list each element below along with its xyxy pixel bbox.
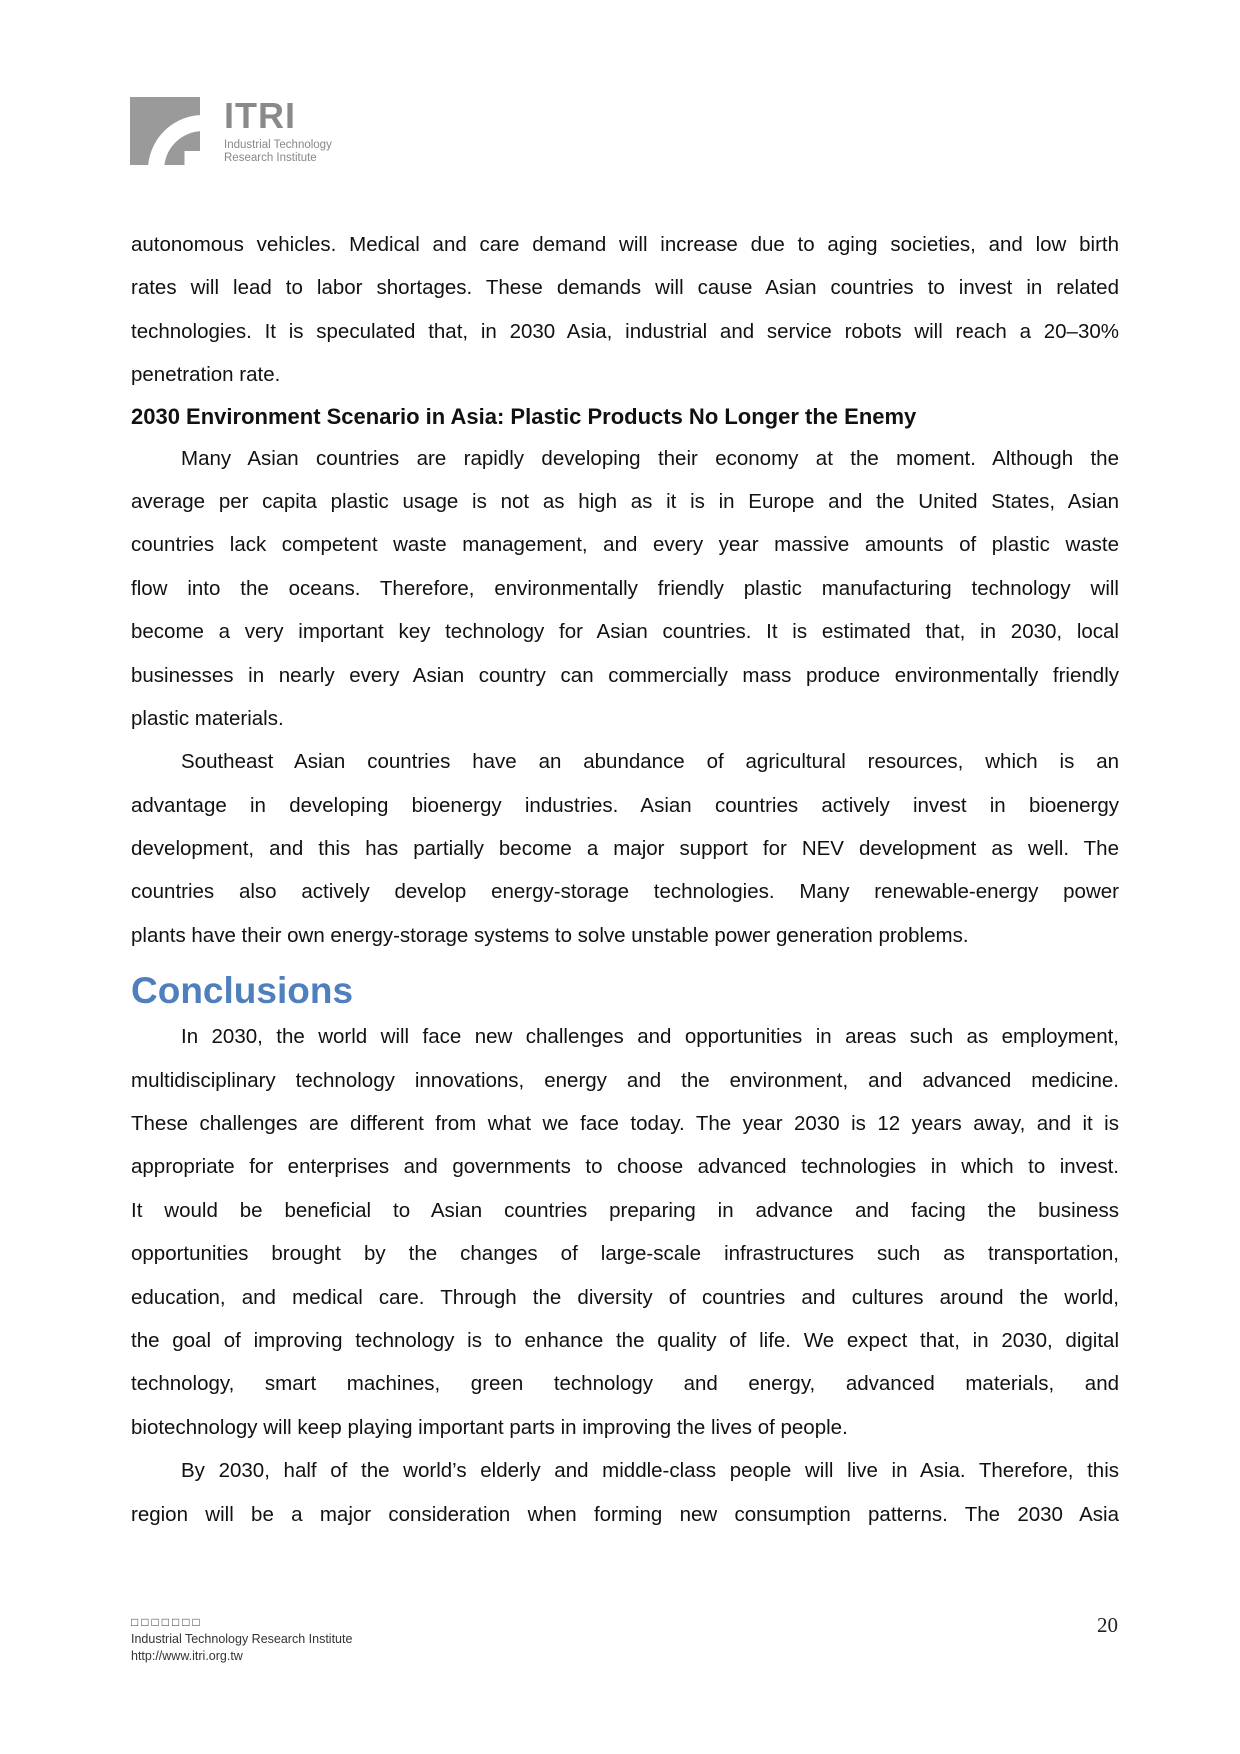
section-heading: 2030 Environment Scenario in Asia: Plastic Products No Longer the Enemy [131,403,917,429]
text-line: appropriate for enterprises and governments to choose advanced technologies in which to invest. [131,1155,1119,1179]
text-line: the goal of improving technology is to enhance the quality of life. We expect that, in 2030, digital [131,1328,1119,1352]
environment-paragraph-1 [131,437,1119,741]
text-line: countries also actively develop energy-storage technologies. Many renewable-energy power [131,880,1119,904]
text-line: countries lack competent waste management, and every year massive amounts of plastic waste [131,533,1119,557]
itri-logo-mark-icon [130,97,200,165]
text-line: penetration rate. [131,363,281,387]
environment-paragraph-2 [131,740,1119,957]
footer-org-name: Industrial Technology Research Institute [131,1632,353,1646]
text-line: education, and medical care. Through the diversity of countries and cultures around the world, [131,1285,1119,1309]
text-line: flow into the oceans. Therefore, environmentally friendly plastic manufacturing technology will [131,576,1119,600]
text-line: advantage in developing bioenergy industries. Asian countries actively invest in bioenergy [131,793,1119,817]
text-line: become a very important key technology for Asian countries. It is estimated that, in 2030, local [131,620,1119,644]
logo-subtitle-line: Research Institute [224,152,317,164]
text-line: autonomous vehicles. Medical and care demand will increase due to aging societies, and low birth [131,233,1119,256]
page-footer [131,1614,352,1665]
text-line: In 2030, the world will face new challenges and opportunities in areas such as employment, [181,1025,1119,1049]
page-number: 20 [1097,1613,1118,1637]
logo-subtitle [224,139,332,165]
text-line: opportunities brought by the changes of large-scale infrastructures such as transportation, [131,1242,1119,1266]
logo-subtitle-line: Industrial Technology [224,139,332,151]
text-line: plants have their own energy-storage systems to solve unstable power generation problems. [131,923,969,947]
intro-paragraph [131,223,1119,397]
conclusions-heading: Conclusions [131,970,354,1012]
text-line: technology, smart machines, green technology and energy, advanced materials, and [131,1372,1119,1396]
text-line: technologies. It is speculated that, in 2030 Asia, industrial and service robots will reach a 20–30% [131,319,1119,343]
text-line: development, and this has partially become a major support for NEV development as well. The [131,837,1119,861]
text-line: These challenges are different from what we face today. The year 2030 is 12 years away, and it is [131,1112,1119,1136]
text-line: average per capita plastic usage is not as high as it is in Europe and the United States, Asian [131,489,1119,513]
conclusions-paragraph-1 [131,1015,1119,1449]
text-line: Many Asian countries are rapidly developing their economy at the moment. Although the [181,446,1119,470]
logo-name: ITRI [224,95,296,136]
text-line: biotechnology will keep playing important parts in improving the lives of people. [131,1415,848,1439]
conclusions-paragraph-2 [131,1449,1119,1536]
text-line: region will be a major consideration when forming new consumption patterns. The 2030 Asia [131,1502,1119,1526]
itri-logo [130,97,350,167]
text-line: plastic materials. [131,706,284,730]
text-line: multidisciplinary technology innovations, energy and the environment, and advanced medicine. [131,1068,1119,1092]
text-line: businesses in nearly every Asian country can commercially mass produce environmentally friendly [131,663,1119,687]
footer-url[interactable]: http://www.itri.org.tw [131,1649,243,1663]
footer-org-name-glyphs: □□□□□□□ [131,1615,203,1629]
document-body [131,223,1119,1536]
text-line: By 2030, half of the world’s elderly and middle-class people will live in Asia. Therefore, this [181,1459,1119,1483]
text-line: Southeast Asian countries have an abundance of agricultural resources, which is an [181,750,1119,774]
text-line: It would be beneficial to Asian countries preparing in advance and facing the business [131,1198,1119,1222]
text-line: rates will lead to labor shortages. These demands will cause Asian countries to invest in related [131,276,1119,300]
